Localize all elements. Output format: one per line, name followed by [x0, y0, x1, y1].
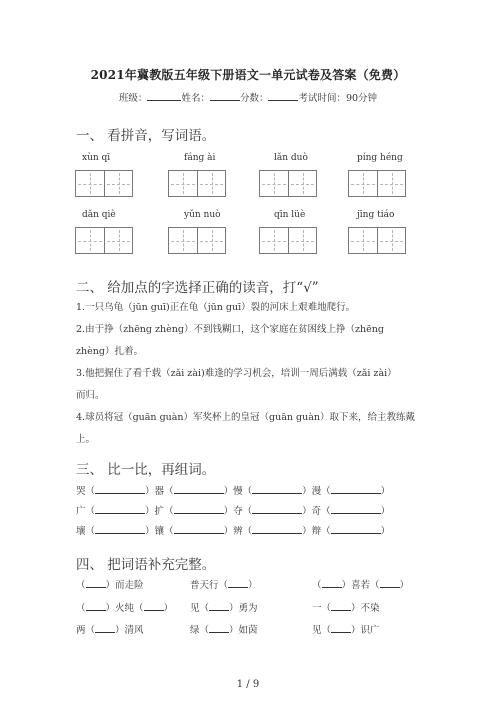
answer-blank[interactable]	[174, 524, 224, 534]
question-2-line-1: 1.一只乌龟（jūn guī)正在龟（jūn guī）裂的河床上艰难地爬行。	[76, 302, 356, 313]
char: 广	[76, 506, 86, 517]
answer-blank[interactable]	[144, 601, 164, 611]
score-label: 分数：	[239, 93, 269, 104]
tianzige-1[interactable]	[75, 170, 133, 197]
idiom-5: 见（ ）勇为	[190, 603, 258, 614]
class-label: 班级：	[118, 93, 148, 104]
idiom-1: （ ）而走险	[76, 580, 144, 591]
answer-blank[interactable]	[174, 484, 224, 494]
pinyin-4: píng héng	[357, 153, 403, 163]
idiom-2: 普天行（ ）	[190, 580, 258, 591]
section2-heading: 二、 给加点的字选择正确的读音，打“√”	[76, 280, 319, 296]
compare-row-1: 哭（ ）器（ ）慢（ ）漫（ ）	[76, 486, 391, 497]
answer-blank[interactable]	[331, 484, 381, 494]
question-2-line-3: zhèng）扎着。	[76, 346, 143, 357]
answer-blank[interactable]	[331, 504, 381, 514]
tianzige-4[interactable]	[348, 170, 406, 197]
char: 漫	[311, 486, 322, 497]
compare-row-2: 广（ ）扩（ ）夺（ ）奇（ ）	[76, 506, 391, 517]
char: 夺	[233, 506, 243, 517]
idiom-6: 一（ ）不染	[312, 603, 380, 614]
idiom-7: 两（ ）清风	[76, 625, 144, 636]
compare-row-3: 壤（ ）镶（ ）辨（ ）辩（ ）	[76, 526, 391, 537]
tianzige-5[interactable]	[75, 227, 133, 254]
char: 辨	[233, 526, 243, 537]
time-label: 考试时间：90分钟	[298, 93, 378, 104]
page-title: 2021年冀教版五年级下册语文一单元试卷及答案（免费）	[90, 68, 406, 82]
tianzige-3[interactable]	[259, 170, 317, 197]
answer-blank[interactable]	[209, 623, 229, 633]
idiom-9: 见（ ）识广	[312, 625, 380, 636]
section3-heading: 三、 比一比，再组词。	[76, 462, 216, 478]
answer-blank[interactable]	[86, 601, 106, 611]
section4-heading: 四、 把词语补充完整。	[76, 557, 216, 573]
char: 奇	[311, 506, 322, 517]
char: 扩	[154, 506, 165, 517]
idiom-8: 绿（ ）如茵	[190, 625, 258, 636]
question-2-line-2: 2.由于挣（zhēng zhèng）不到钱糊口，这个家庭在贫困线上挣（zhēng	[76, 324, 384, 335]
section1-heading: 一、 看拼音，写词语。	[76, 128, 216, 144]
page-number: 1 / 9	[236, 679, 260, 690]
pinyin-2: fáng ài	[184, 153, 216, 163]
pinyin-6: yǔn nuò	[184, 210, 221, 220]
tianzige-8[interactable]	[348, 227, 406, 254]
answer-blank[interactable]	[209, 601, 229, 611]
answer-blank[interactable]	[95, 484, 145, 494]
question-2-line-4: 3.他把握住了看千载（zǎi zài)难逢的学习机会，培训一周后满载（zǎi zài）	[76, 368, 397, 379]
name-blank[interactable]	[210, 90, 240, 101]
pinyin-3: lǎn duò	[274, 153, 308, 163]
tianzige-2[interactable]	[168, 170, 226, 197]
answer-blank[interactable]	[174, 504, 224, 514]
pinyin-7: qīn lüè	[274, 210, 306, 220]
answer-blank[interactable]	[95, 504, 145, 514]
name-label: 姓名：	[181, 93, 210, 104]
char: 哭	[76, 486, 86, 497]
answer-blank[interactable]	[380, 578, 400, 588]
idiom-4: （ ）火纯（ ）	[76, 603, 174, 614]
pinyin-8: jīng tiáo	[357, 210, 395, 220]
pinyin-5: dǎn qiè	[82, 210, 116, 220]
char: 慢	[233, 486, 243, 497]
tianzige-6[interactable]	[168, 227, 226, 254]
answer-blank[interactable]	[331, 524, 381, 534]
pinyin-1: xùn qī	[82, 153, 111, 163]
char: 辩	[311, 526, 322, 537]
char: 镶	[154, 526, 165, 537]
score-blank[interactable]	[268, 90, 298, 101]
question-2-line-6: 4.球员将冠（guān guàn）军奖杯上的皇冠（guān guàn）取下来，给主教练戴	[76, 412, 416, 423]
answer-blank[interactable]	[322, 578, 342, 588]
answer-blank[interactable]	[331, 623, 351, 633]
answer-blank[interactable]	[86, 578, 106, 588]
answer-blank[interactable]	[331, 601, 351, 611]
answer-blank[interactable]	[252, 504, 302, 514]
idiom-3: （ ）喜若（ ）	[312, 580, 410, 591]
char: 器	[154, 486, 165, 497]
question-2-line-7: 上。	[76, 434, 96, 445]
answer-blank[interactable]	[95, 623, 115, 633]
answer-blank[interactable]	[228, 578, 248, 588]
tianzige-7[interactable]	[259, 227, 317, 254]
char: 壤	[76, 526, 86, 537]
answer-blank[interactable]	[95, 524, 145, 534]
class-blank[interactable]	[147, 90, 181, 101]
answer-blank[interactable]	[252, 524, 302, 534]
student-info-line	[0, 90, 496, 104]
question-2-line-5: 而归。	[76, 390, 105, 401]
answer-blank[interactable]	[252, 484, 302, 494]
